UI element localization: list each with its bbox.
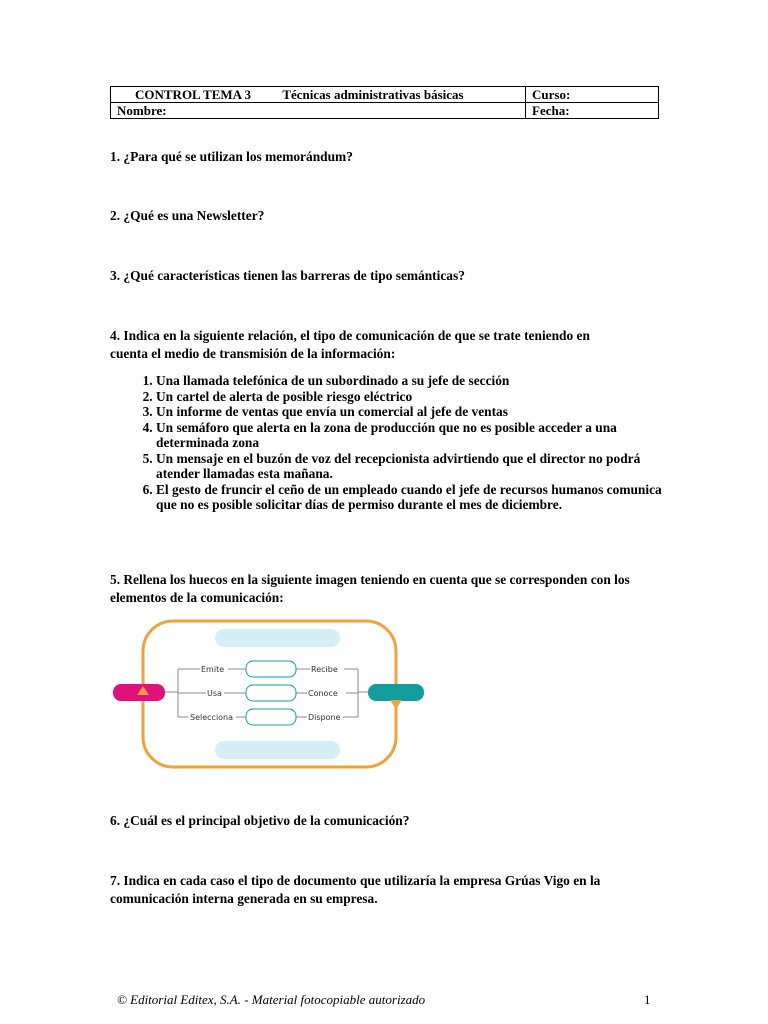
question-7: 7. Indica en cada caso el tipo de documento que utilizaría la empresa Grúas Vigo en la comunicación interna generada en su empresa. (110, 873, 601, 906)
question-1: 1. ¿Para qué se utilizan los memorándum? (110, 149, 353, 164)
list-item: 1. Una llamada telefónica de un subordinado a su jefe de sección (156, 373, 666, 389)
label-dispone: Dispone (308, 713, 341, 722)
list-item: 5. Un mensaje en el buzón de voz del recepcionista advirtiendo que el director no podrá atender llamadas esta mañana. (156, 451, 666, 482)
curso-label: Curso: (532, 87, 571, 102)
list-item: 6. El gesto de fruncir el ceño de un empleado cuando el jefe de recursos humanos comunica que no es posible solicitar días de permiso durante el mes de diciembre. (156, 482, 666, 513)
arrow-down-right (390, 700, 402, 709)
blank-top-box[interactable] (215, 629, 340, 647)
question-6: 6. ¿Cuál es el principal objetivo de la comunicación? (110, 813, 410, 828)
question-2: 2. ¿Qué es una Newsletter? (110, 208, 265, 223)
blank-middle-box-3[interactable] (246, 709, 296, 725)
blank-middle-box-2[interactable] (246, 685, 296, 701)
blank-middle-box-1[interactable] (246, 661, 296, 677)
nombre-cell[interactable] (111, 103, 526, 119)
list-item: 4. Un semáforo que alerta en la zona de producción que no es posible acceder a una determinada zona (156, 420, 666, 451)
list-item: 2. Un cartel de alerta de posible riesgo eléctrico (156, 389, 666, 405)
list-item: 3. Un informe de ventas que envía un comercial al jefe de ventas (156, 404, 666, 420)
label-conoce: Conoce (308, 689, 338, 698)
communication-diagram (110, 616, 430, 776)
subject-title: Técnicas administrativas básicas (282, 87, 464, 102)
label-emite: Emite (201, 665, 225, 674)
curso-cell[interactable] (526, 87, 659, 103)
nombre-label: Nombre: (117, 103, 167, 118)
question-4: 4. Indica en la siguiente relación, el tipo de comunicación de que se trate teniendo en cuenta el medio de transmisión de la información: (110, 328, 590, 361)
control-title: CONTROL TEMA 3 (135, 87, 252, 102)
label-usa: Usa (207, 689, 222, 698)
receiver-pill[interactable] (368, 684, 424, 701)
fecha-cell[interactable] (526, 103, 659, 119)
question-5: 5. Rellena los huecos en la siguiente imagen teniendo en cuenta que se corresponden con los elementos de la comunicación: (110, 572, 630, 605)
blank-bottom-box[interactable] (215, 741, 340, 759)
header-table (110, 86, 659, 119)
footer-copyright: © Editorial Editex, S.A. - Material fotocopiable autorizado (117, 992, 426, 1007)
label-recibe: Recibe (311, 665, 338, 674)
header-title-cell (111, 87, 526, 103)
page-number: 1 (644, 992, 651, 1007)
label-selecciona: Selecciona (190, 713, 234, 722)
communication-items-list (110, 373, 666, 513)
fecha-label: Fecha: (532, 103, 570, 118)
question-3: 3. ¿Qué características tienen las barreras de tipo semánticas? (110, 268, 465, 283)
